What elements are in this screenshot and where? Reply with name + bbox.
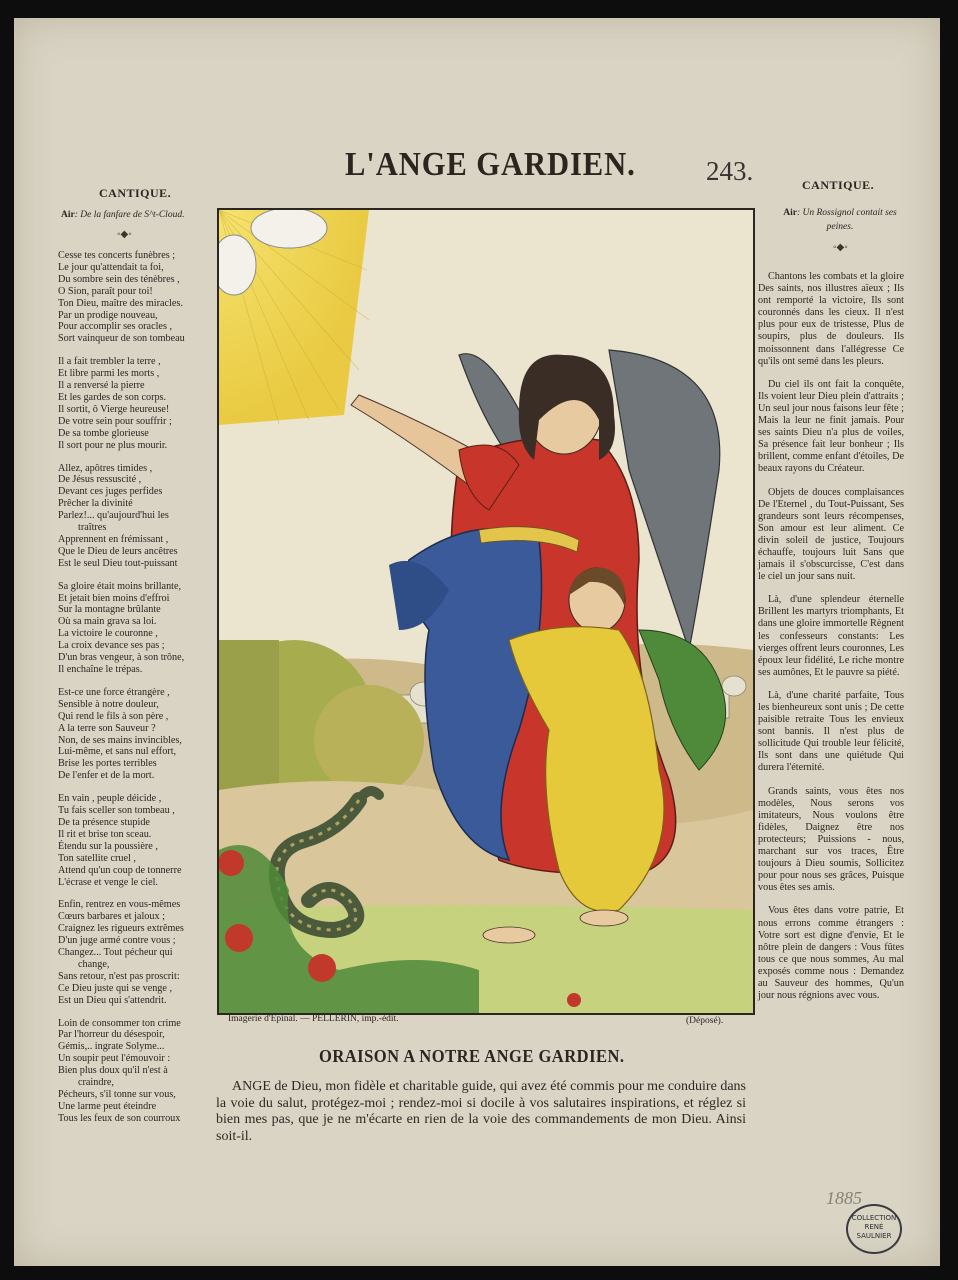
left-stanza [58, 356, 185, 451]
verse-line: Ton satellite cruel , [58, 852, 136, 864]
verse-line: Parlez!... qu'aujourd'hui les [58, 510, 169, 522]
verse-line: Il sort pour ne plus mourir. [58, 439, 168, 451]
left-verses [58, 250, 185, 1136]
verse-line: Il a renversé la pierre [58, 380, 145, 392]
verse-line: Lui-même, et sans nul effort, [58, 746, 177, 758]
verse-line: En vain , peuple déicide , [58, 793, 162, 805]
verse-line: Sa gloire était moins brillante, [58, 580, 182, 592]
prayer-title: ORAISON A NOTRE ANGE GARDIEN. [319, 1046, 625, 1066]
verse-line: Par l'horreur du désespoir, [58, 1029, 165, 1041]
illustration-svg [219, 210, 753, 1013]
print-number: 243. [706, 156, 754, 186]
verse-line: Qui rend le fils à son père , [58, 710, 169, 722]
verse-line: change, [78, 958, 110, 970]
left-air [61, 208, 184, 222]
verse-line: Il a fait trembler la terre , [58, 356, 161, 368]
verse-line: Allez, apôtres timides , [58, 462, 153, 474]
verse-line: traîtres [78, 522, 107, 534]
verse-line: De l'enfer et de la mort. [58, 770, 155, 782]
verse-line: Non, de ses mains invincibles, [58, 734, 182, 746]
verse-line: Changez... Tout pécheur qui [58, 947, 173, 959]
verse-line: Il sortit, ô Vierge heureuse! [58, 403, 170, 415]
verse-line: D'un bras vengeur, à son trône, [58, 652, 185, 664]
prayer-text: ANGE de Dieu, mon fidèle et charitable guide, qui avez été commis pour me conduire dans la voie du salut, protégez-moi ; rendez-moi si docile à vos salutaires inspirations, et réglez si bien mes pas, que je ne m'écarte en rien de la voie des commandements de mon Dieu. Ainsi soit-il. [216, 1079, 746, 1144]
verse-line: Est le seul Dieu tout-puissant [58, 557, 178, 569]
angel-illustration [217, 208, 755, 1015]
verse-line: Attend qu'un coup de tonnerre [58, 864, 182, 876]
left-cantique-heading: CANTIQUE. [99, 186, 172, 200]
left-stanza [58, 899, 185, 1006]
verse-line: La victoire le couronne , [58, 628, 158, 640]
left-stanza [58, 793, 185, 888]
verse-line: Bien plus doux qu'il n'est à [58, 1065, 168, 1077]
verse-line: Du sombre sein des ténèbres , [58, 273, 180, 285]
left-stanza [58, 463, 185, 570]
right-stanza: Objets de douces complaisances De l'Eternel , du Tout-Puissant, Ses grandeurs sont leurs récompenses, Son amour est leur aliment. Ce divin soleil de justice, Toujours échauffe, toujours luit Sans que jamais il s'obscurcisse, C'est dans le ciel un jour sans nuit. [758, 486, 904, 583]
verse-line: Enfin, rentrez en vous-mêmes [58, 899, 181, 911]
verse-line: De ta présence stupide [58, 816, 150, 828]
verse-line: Sur la montagne brûlante [58, 604, 161, 616]
verse-line: La croix devance ses pas ; [58, 640, 165, 652]
verse-line: L'écrase et venge le ciel. [58, 876, 158, 888]
right-stanza: Vous êtes dans votre patrie, Et nous errons comme étrangers : Votre sort est digne d'envie, Et le nôtre plein de dangers : Vous fûtes tous ce que nous sommes, Au mal exposés comme nous : Demandez au Sauveur des hommes, Qu'un jour nous régnions avec vous. [758, 905, 904, 1002]
verse-line: Le jour qu'attendait ta foi, [58, 261, 164, 273]
right-verses [758, 271, 904, 1013]
verse-line: Apprennent en frémissant , [58, 533, 169, 545]
right-stanza: Chantons les combats et la gloire Des saints, nos illustres aïeux ; Ils ont remporté la victoire, Ils sont couronnés dans les cieux. Il n'est plus pour eux de tristesse, Plus de soupirs, plus de douleurs. Ils moissonnent dans l'allégresse Ce qu'ils ont semé dans les pleurs. [758, 271, 904, 367]
verse-line: Il enchaîne le trépas. [58, 664, 143, 675]
verse-line: Cesse tes concerts funèbres ; [58, 250, 176, 261]
verse-line: Loin de consommer ton crime [58, 1017, 181, 1029]
verse-line: Ce Dieu juste qui se venge , [58, 982, 173, 994]
verse-line: Il rit et brise ton sceau. [58, 828, 152, 840]
left-ornament: ◦◆◦ [117, 229, 132, 240]
page-title: L'ANGE GARDIEN. [345, 146, 636, 183]
verse-line: Et jetait bien moins d'effroi [58, 592, 170, 604]
right-stanza: Du ciel ils ont fait la conquête, Ils voient leur Dieu plein d'attraits ; Un seul jour nous faisons leur fête ; Mais la leur ne finit jamais. Pour ses saints Dieu n'a plus de voiles, Sa présence fait leur bonheur ; Ils brillent, comme enfant d'étoiles, De beaux rayons du Créateur. [758, 378, 904, 475]
verse-line: Cœurs barbares et jaloux ; [58, 911, 165, 923]
verse-line: De sa tombe glorieuse [58, 427, 149, 439]
collection-stamp: COLLECTION RENÉ SAULNIER [846, 1204, 902, 1254]
verse-line: Gémis,.. ingrate Solyme... [58, 1041, 165, 1053]
deposit-caption: (Déposé). [686, 1016, 724, 1026]
right-cantique-heading: CANTIQUE. [802, 178, 875, 192]
verse-line: Est-ce une force étrangère , [58, 686, 170, 698]
verse-line: De Jésus ressuscité , [58, 474, 142, 486]
verse-line: Sans retour, n'est pas proscrit: [58, 970, 180, 982]
verse-line: Pour accomplir ses oracles , [58, 321, 173, 333]
right-air-label: Air [783, 208, 797, 218]
verse-line: Brise les portes terribles [58, 758, 157, 770]
right-stanza: Là, d'une splendeur éternelle Brillent les martyrs triomphants, Et dans une gloire immortelle Règnent les confesseurs constants: Les vierges offrent leurs couronnes, Les époux leur fidélité, Le riche montre ses aumônes, Et le pauvre sa piété. [758, 594, 904, 678]
verse-line: Pécheurs, s'il tonne sur vous, [58, 1089, 176, 1100]
verse-line: Tous les feux de son courroux [58, 1112, 181, 1124]
right-stanza: Là, d'une charité parfaite, Tous les bienheureux sont unis ; De cette paisible retraite Tous les envieux sont bannis. Il n'est plus de sollicitude Qui trouble leur félicité, Ils sont dans une quiétude Qui durera l'éternité. [758, 689, 904, 774]
pencil-note: 1885 [826, 1188, 862, 1208]
verse-line: Est un Dieu qui s'attendrit. [58, 994, 167, 1006]
right-ornament: ◦◆◦ [833, 242, 848, 253]
right-air-text: : Un Rossignol contait ses peines. [796, 208, 897, 232]
verse-line: Un soupir peut l'émouvoir : [58, 1053, 171, 1065]
verse-line: Tu fais sceller son tombeau , [58, 805, 175, 817]
left-stanza [58, 687, 185, 782]
left-stanza [58, 250, 185, 345]
verse-line: Où sa main grava sa loi. [58, 616, 157, 628]
left-stanza [58, 581, 185, 676]
verse-line: Que le Dieu de leurs ancêtres [58, 545, 178, 557]
verse-line: Et libre parmi les morts , [58, 368, 160, 380]
verse-line: Prêcher la divinité [58, 498, 133, 510]
verse-line: Étendu sur la poussière , [58, 840, 158, 852]
verse-line: D'un juge armé contre vous ; [58, 935, 176, 947]
verse-line: Craignez les rigueurs extrêmes [58, 923, 184, 935]
imprint-caption: Imagerie d'Epinal. — PELLERIN, imp.-édit. [228, 1014, 399, 1024]
right-air [770, 206, 910, 234]
verse-line: Et les gardes de son corps. [58, 391, 167, 403]
left-air-text: : De la fanfare de S^t-Cloud. [74, 210, 185, 220]
verse-line: Sort vainqueur de son tombeau [58, 333, 185, 345]
verse-line: Par un prodige nouveau, [58, 309, 158, 321]
verse-line: O Sion, paraît pour toi! [58, 285, 153, 297]
verse-line: Une larme peut éteindre [58, 1100, 157, 1112]
verse-line: Devant ces juges perfides [58, 486, 163, 498]
verse-line: Sensible à notre douleur, [58, 698, 159, 710]
verse-line: Ton Dieu, maître des miracles. [58, 297, 183, 309]
verse-line: De votre sein pour souffrir ; [58, 415, 172, 427]
right-stanza: Grands saints, vous êtes nos modèles, Nous serons vos imitateurs, Nous voulons être fidèles, Daignez être nos protecteurs; Puissions - nous, marchant sur vos traces, Être toujours à Dieu soumis, Sollicitez pour pour nous ses grâces, Puisque vous êtes ses amis. [758, 785, 904, 894]
verse-line: craindre, [78, 1077, 114, 1089]
verse-line: A la terre son Sauveur ? [58, 722, 156, 734]
left-air-label: Air [61, 210, 75, 220]
left-stanza [58, 1018, 185, 1125]
